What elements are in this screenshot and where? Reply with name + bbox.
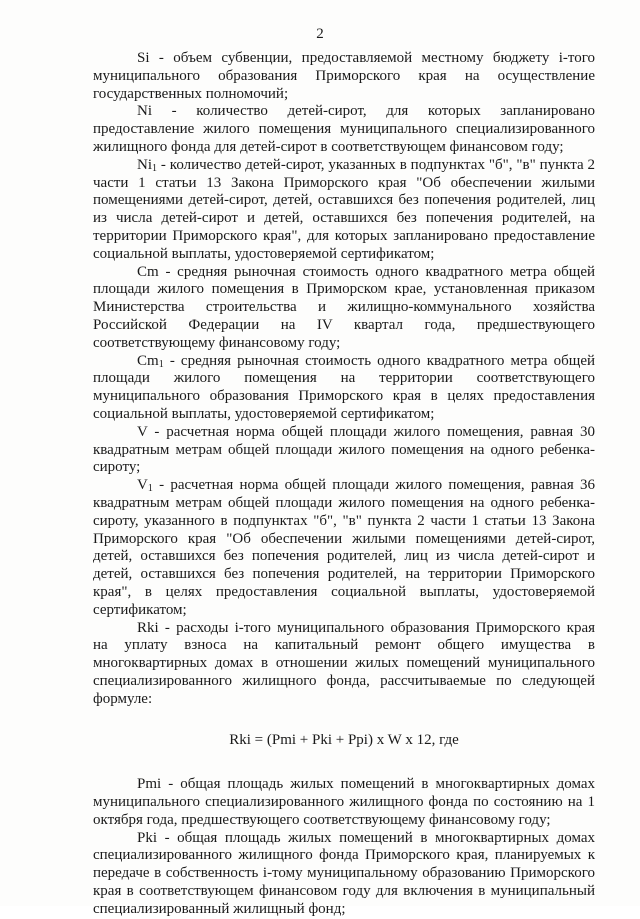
definition-v — [93, 424, 595, 477]
definition-text: - количество детей-сирот, указанных в подпунктах "б", "в" пункта 2 части 1 статьи 13 Закона Приморского края "Об обеспечении жилыми помещениями детей-сирот, детей, оставшихся без попечения родителей, лиц из числа детей-сирот и детей, оставшихся без попечения родителей, на территории Приморского края", для которых запланировано предоставление социальной выплаты, удостоверяемой сертификатом; — [93, 156, 596, 262]
definition-text: - расчетная норма общей площади жилого помещения, равная 36 квадратным метрам общей площади жилого помещения на одного ребенка-сироту, указанного в подпунктах "б", "в" пункта 2 части 1 статьи 13 Закона Приморского края "Об обеспечении жилыми помещениями детей-сирот, детей, оставшихся без попечения родителей, лиц из числа детей-сирот и детей, оставшихся без попечения родителей, на территории Приморского края", в целях предоставления социальной выплаты, удостоверяемой сертификатом; — [93, 477, 596, 618]
term: Ni — [137, 156, 152, 173]
term-subscript: 1 — [158, 358, 164, 370]
term: Ni — [137, 103, 152, 120]
definition-text: - общая площадь жилых помещений в многоквартирных домах специализированного жилищного фонда Приморского края, планируемых к передаче в собственность i-тому муниципальному образованию Приморского края в соответствующем финансовом году для включения в муниципальный специализированный жилищный фонд; — [93, 829, 595, 917]
definition-text: - объем субвенции, предоставляемой местному бюджету i-того муниципального образования Приморского края на осуществление государственных полномочий; — [93, 50, 596, 102]
definition-pmi — [93, 776, 595, 829]
term-subscript: 1 — [152, 162, 157, 174]
term: Cm — [137, 352, 159, 369]
definition-text: - количество детей-сирот, для которых запланировано предоставление жилого помещения муниципального специализированного жилищного фонда для детей-сирот в соответствующем финансовом году; — [93, 103, 595, 155]
term: V — [137, 423, 148, 440]
term: Rki — [137, 619, 159, 636]
term-subscript: 1 — [147, 483, 153, 495]
term: Pmi — [137, 776, 162, 793]
definition-si — [93, 50, 595, 103]
term: V — [137, 477, 148, 494]
term: Si — [137, 50, 150, 66]
definition-text: - общая площадь жилых помещений в многоквартирных домах муниципального специализированного жилищного фонда по состоянию на 1 октября года, предшествующего соответствующему финансовому году; — [93, 776, 596, 828]
definition-ni — [93, 103, 595, 156]
definition-rki — [93, 620, 595, 709]
definition-pki — [93, 830, 595, 919]
definition-v1 — [93, 477, 595, 619]
definition-text: - средняя рыночная стоимость одного квадратного метра общей площади жилого помещения на территории соответствующего муниципального образования Приморского края в целях предоставления социальной выплаты, удостоверяемой сертификатом; — [93, 352, 596, 422]
definition-text: - расчетная норма общей площади жилого помещения, равная 30 квадратным метрам общей площади жилого помещения на одного ребенка-сироту; — [93, 423, 595, 476]
document-body — [93, 50, 595, 919]
formula: Rki = (Pmi + Pki + Ppi) x W x 12, где — [229, 732, 459, 749]
definition-ni1 — [93, 157, 595, 264]
definition-text: - расходы i-того муниципального образования Приморского края на уплату взноса на капитальный ремонт общего имущества в многоквартирных домах в отношении жилых помещений муниципального специализированного жилищного фонда, рассчитываемые по следующей формуле: — [93, 619, 596, 707]
definition-cm — [93, 264, 595, 353]
definition-text: - средняя рыночная стоимость одного квадратного метра общей площади жилого помещения в Приморском крае, установленная приказом Министерства строительства и жилищно-коммунального хозяйства Российской Федерации на IV квартал года, предшествующего соответствующему финансовому году; — [93, 263, 596, 351]
term: Cm — [137, 263, 159, 280]
page-number: 2 — [316, 26, 324, 42]
term: Pki — [137, 829, 158, 846]
definition-cm1 — [93, 353, 595, 424]
